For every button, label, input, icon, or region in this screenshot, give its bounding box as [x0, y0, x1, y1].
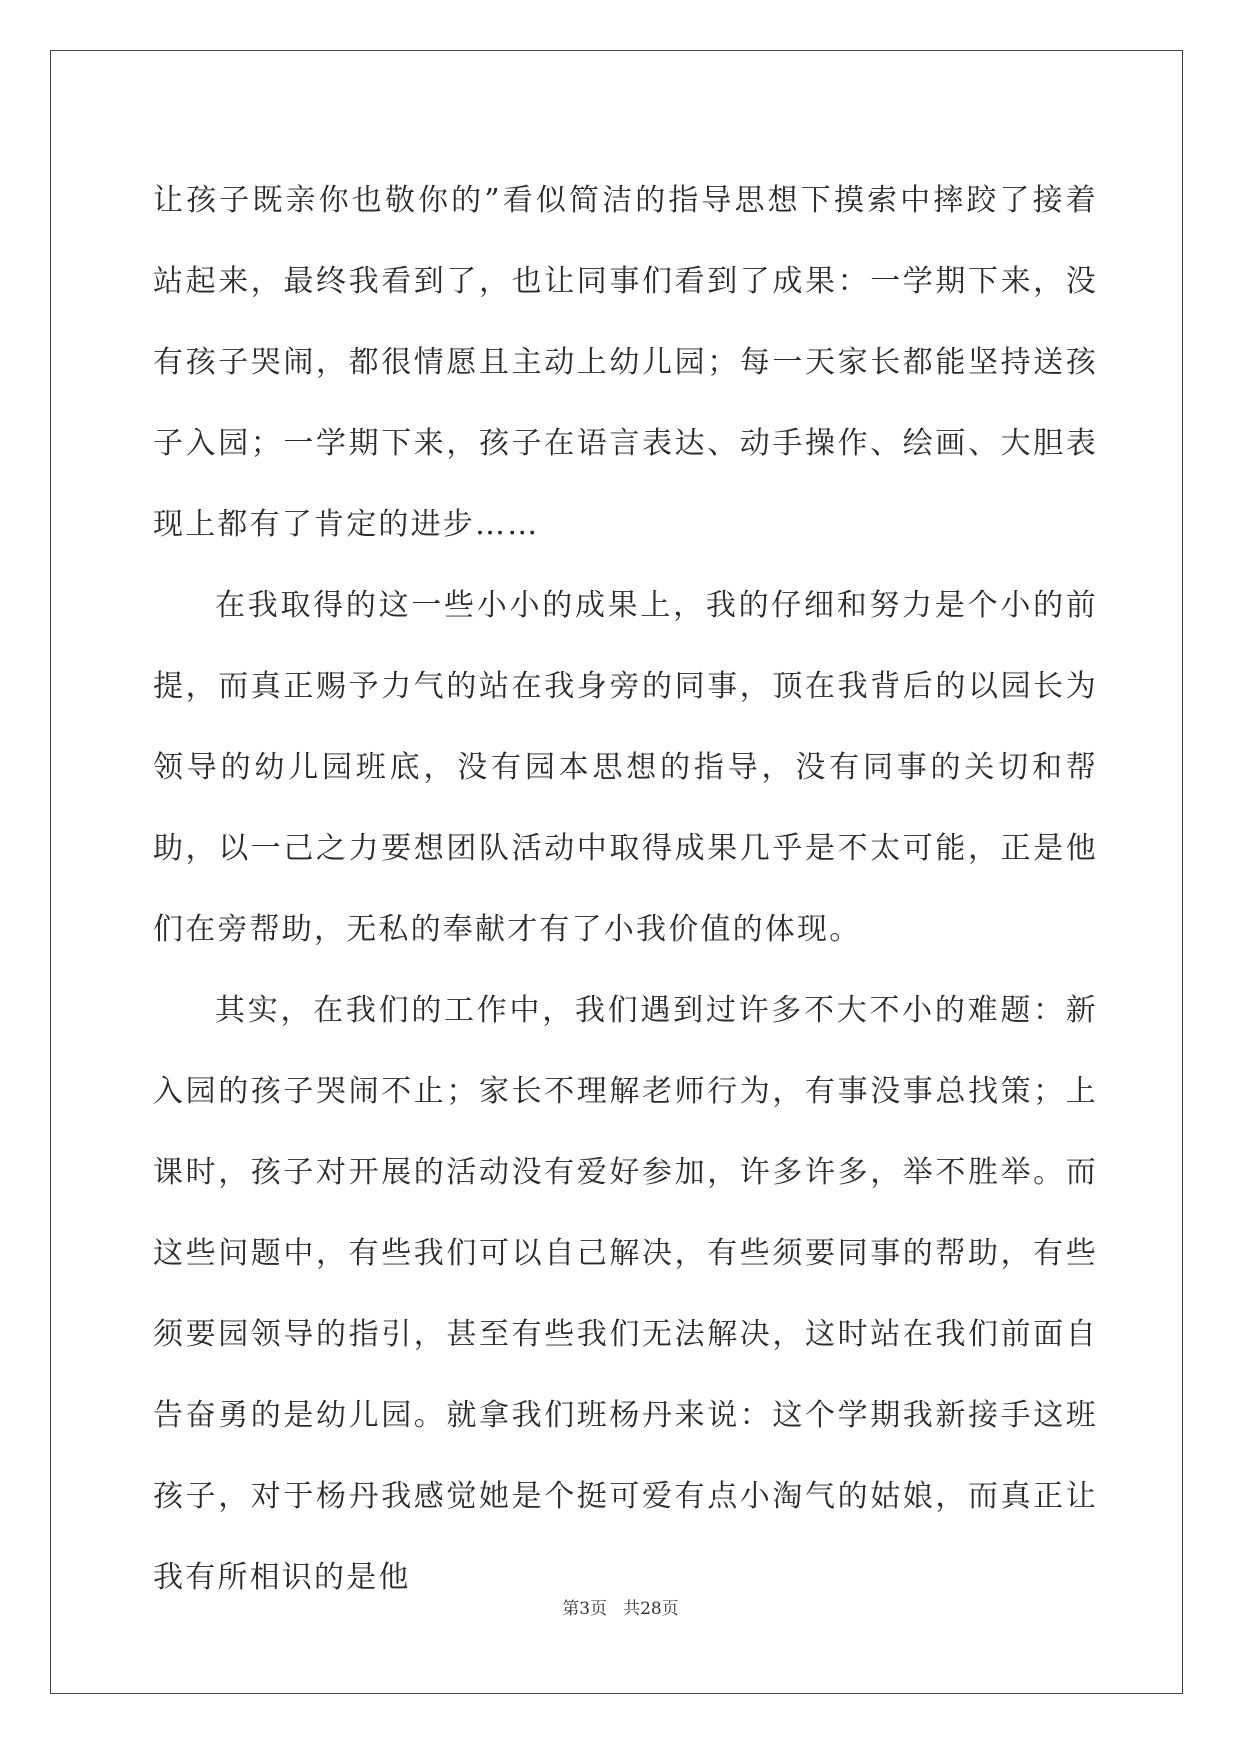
paragraph-3: 其实，在我们的工作中，我们遇到过许多不大不小的难题：新入园的孩子哭闹不止；家长不理解老师行为，有事没事总找策；上课时，孩子对开展的活动没有爱好参加，许多许多，举不胜举。而这些问题中，有些我们可以自己解决，有些须要同事的帮助，有些须要园领导的指引，甚至有些我们无法解决，这时站在我们前面自告奋勇的是幼儿园。就拿我们班杨丹来说：这个学期我新接手这班孩子，对于杨丹我感觉她是个挺可爱有点小淘气的姑娘，而真正让我有所相识的是他: [153, 993, 1098, 1595]
page-footer: [0, 1594, 1241, 1619]
paragraph-1: 让孩子既亲你也敬你的”看似简洁的指导思想下摸索中摔跤了接着站起来，最终我看到了，也让同事们看到了成果：一学期下来，没有孩子哭闹，都很情愿且主动上幼儿园；每一天家长都能坚持送孩子入园；一学期下来，孩子在语言表达、动手操作、绘画、大胆表现上都有了肯定的进步……: [153, 183, 1098, 542]
total-pages-count: 共28页: [623, 1599, 679, 1619]
document-body: [153, 160, 1098, 1618]
current-page-number: 第3页: [562, 1599, 608, 1619]
paragraph-2: 在我取得的这一些小小的成果上，我的仔细和努力是个小的前提，而真正赐予力气的站在我身旁的同事，顶在我背后的以园长为领导的幼儿园班底，没有园本思想的指导，没有同事的关切和帮助，以一己之力要想团队活动中取得成果几乎是不太可能，正是他们在旁帮助，无私的奉献才有了小我价值的体现。: [153, 588, 1098, 947]
